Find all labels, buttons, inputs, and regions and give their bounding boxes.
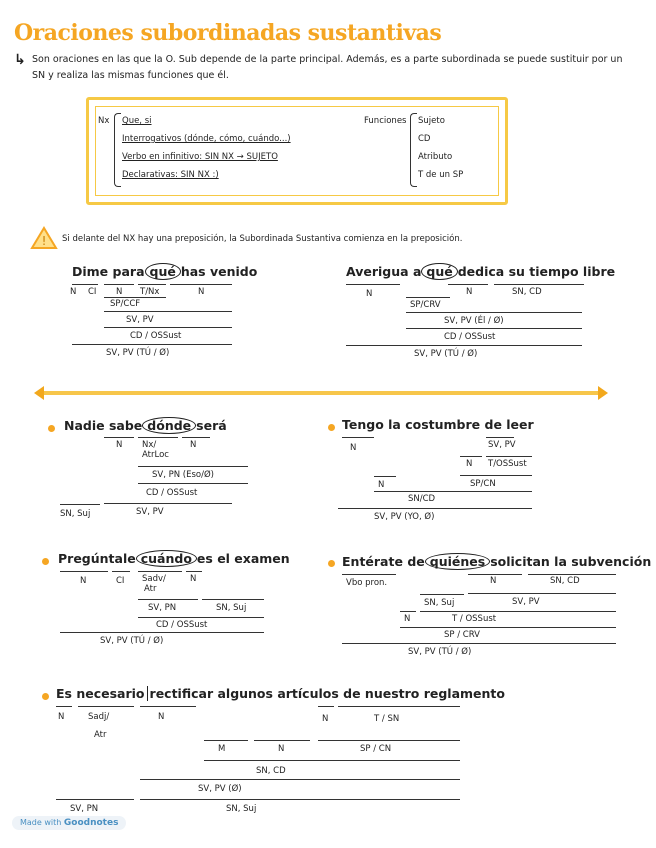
ex6-sentence <box>342 554 651 569</box>
word: qué <box>421 263 457 280</box>
word: Entérate <box>342 554 403 569</box>
word: solicitan <box>490 554 550 569</box>
label: T/Nx <box>140 287 160 297</box>
label: SN/CD <box>408 494 436 504</box>
warning-icon <box>30 226 58 250</box>
label: SN, CD <box>256 766 286 776</box>
label: N <box>378 480 385 490</box>
word: Es <box>56 686 72 701</box>
word: quiénes <box>425 553 490 570</box>
label: Sadv/ <box>142 574 166 584</box>
nx-item: Verbo en infinitivo: SIN NX → SUJETO <box>122 152 278 162</box>
word: dedica <box>457 264 505 279</box>
label: N <box>466 459 473 469</box>
bullet-icon <box>328 560 335 567</box>
ex7-sentence <box>56 686 505 701</box>
funciones-label: Funciones <box>364 116 407 126</box>
label: SP / CN <box>360 744 392 754</box>
word: Tengo <box>342 417 384 432</box>
label: N <box>366 289 373 299</box>
label: N <box>190 440 197 450</box>
label: CI <box>116 576 125 586</box>
label: SP / CRV <box>444 630 480 640</box>
bullet-icon <box>42 558 49 565</box>
label: SV, PV (TÚ / Ø) <box>106 348 170 358</box>
ex3-sentence <box>64 418 227 433</box>
funcion-item: Atributo <box>418 152 453 162</box>
word: necesario <box>76 686 145 701</box>
label: SN, CD <box>550 576 580 586</box>
nx-item: Que, si <box>122 116 152 126</box>
label: SV, PV (Ø) <box>198 784 242 794</box>
word: has venido <box>180 264 258 279</box>
label: SN, Suj <box>226 804 257 814</box>
goodnotes-badge <box>12 816 126 830</box>
label: N <box>80 576 87 586</box>
label: M <box>218 744 226 754</box>
label: SV, PN <box>70 804 99 814</box>
label: N <box>116 440 123 450</box>
word: dónde <box>142 417 196 434</box>
label: N <box>158 712 165 722</box>
intro-line-2: SN y realiza las mismas funciones que él. <box>32 70 229 81</box>
label: CD / OSSust <box>130 331 182 341</box>
word: para <box>112 264 145 279</box>
divider <box>42 391 602 395</box>
word: es el examen <box>196 551 290 566</box>
label: SN, Suj <box>424 598 455 608</box>
brace <box>114 113 121 187</box>
label: T / SN <box>374 714 400 724</box>
footer-prefix: Made with <box>20 818 62 827</box>
nx-item: Declarativas: SIN NX :) <box>122 170 219 180</box>
label: SV, PV (TÚ / Ø) <box>100 636 164 646</box>
label: Atr <box>144 584 157 594</box>
word: la subvención <box>554 554 652 569</box>
label: Sadj/ <box>88 712 110 722</box>
label: T/OSSust <box>488 459 527 469</box>
intro-line-1: Son oraciones en las que la O. Sub depende de la parte principal. Además, es a parte subordinada se puede sustituir por un <box>32 54 623 65</box>
word: su tiempo libre <box>508 264 616 279</box>
label: SV, PN (Eso/Ø) <box>152 470 214 480</box>
label: CD / OSSust <box>146 488 198 498</box>
label: SN, Suj <box>216 603 247 613</box>
footer-brand: Goodnotes <box>63 818 119 828</box>
word: Nadie <box>64 418 105 433</box>
label: CI <box>88 287 97 297</box>
arrow-left-icon <box>34 386 44 400</box>
arrow-right-icon <box>598 386 608 400</box>
label: Atr <box>94 730 107 740</box>
funcion-item: Sujeto <box>418 116 445 126</box>
label: N <box>278 744 285 754</box>
svg-text:!: ! <box>41 234 47 248</box>
nx-label: Nx <box>98 116 110 126</box>
intro-text <box>32 52 632 84</box>
label: N <box>198 287 205 297</box>
label: SV, PV (TÚ / Ø) <box>408 647 472 657</box>
ex5-sentence <box>58 551 290 566</box>
word: cuándo <box>136 550 197 567</box>
label: N <box>58 712 65 722</box>
label: Nx/ <box>142 440 157 450</box>
label: N <box>490 576 497 586</box>
ex1-sentence <box>72 264 257 279</box>
label: N <box>322 714 329 724</box>
label: SN, Suj <box>60 509 91 519</box>
funcion-item: CD <box>418 134 431 144</box>
word: de <box>407 554 425 569</box>
bullet-icon <box>48 425 55 432</box>
bullet-icon <box>42 693 49 700</box>
label: SP/CCF <box>110 299 141 309</box>
label: N <box>116 287 123 297</box>
label: N <box>350 443 357 453</box>
nx-item: Interrogativos (dónde, cómo, cuándo...) <box>122 134 291 144</box>
summary-box <box>86 97 508 205</box>
label: SP/CN <box>470 479 496 489</box>
label: SP/CRV <box>410 300 441 310</box>
word: Pregúntale <box>58 551 136 566</box>
label: SV, PV (TÚ / Ø) <box>414 349 478 359</box>
label: N <box>404 614 411 624</box>
word: será <box>196 418 227 433</box>
label: CD / OSSust <box>156 620 208 630</box>
label: SV, PV <box>512 597 540 607</box>
page-title: Oraciones subordinadas sustantivas <box>14 20 442 46</box>
label: SV, PV <box>126 315 154 325</box>
word: de leer <box>484 417 534 432</box>
label: N <box>466 287 473 297</box>
label: N <box>190 574 197 584</box>
funcion-item: T de un SP <box>418 170 464 180</box>
arrow-icon: ↳ <box>14 52 26 68</box>
word: Dime <box>72 264 109 279</box>
label: SV, PN <box>148 603 177 613</box>
word: qué <box>145 263 181 280</box>
word: la costumbre <box>388 417 481 432</box>
label: SV, PV (Él / Ø) <box>444 316 504 326</box>
word: Averigua <box>346 264 409 279</box>
bullet-icon <box>328 424 335 431</box>
ex4-sentence <box>342 417 534 432</box>
label: SV, PV <box>136 507 164 517</box>
label: CD / OSSust <box>444 332 496 342</box>
brace <box>410 113 417 187</box>
ex2-sentence <box>346 264 615 279</box>
label: Vbo pron. <box>346 578 388 588</box>
word: a <box>412 264 422 279</box>
word: sabe <box>108 418 143 433</box>
label: SN, CD <box>512 287 542 297</box>
word: rectificar algunos artículos de nuestro reglamento <box>147 686 505 701</box>
label: AtrLoc <box>142 450 169 460</box>
label: T / OSSust <box>452 614 497 624</box>
warning-text: Si delante del NX hay una preposición, la Subordinada Sustantiva comienza en la preposición. <box>62 234 463 244</box>
label: SV, PV <box>488 440 516 450</box>
label: N <box>70 287 77 297</box>
label: SV, PV (YO, Ø) <box>374 512 435 522</box>
